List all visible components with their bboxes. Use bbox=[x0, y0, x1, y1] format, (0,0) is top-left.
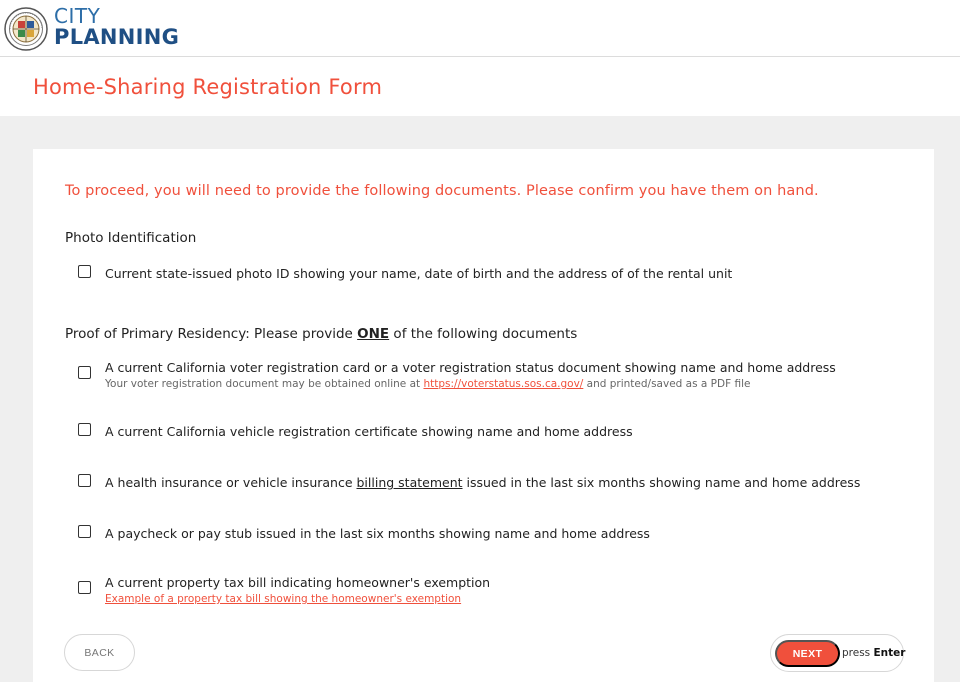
checkbox-photo-id[interactable] bbox=[78, 265, 733, 281]
item-label: A current California voter registration card or a voter registration status document showing name and home address bbox=[105, 360, 836, 375]
checkbox[interactable] bbox=[78, 581, 91, 594]
billing-statement-link[interactable]: billing statement bbox=[356, 475, 463, 490]
header-divider bbox=[0, 56, 960, 57]
checkbox[interactable] bbox=[78, 265, 91, 278]
photo-id-heading: Photo Identification bbox=[65, 230, 197, 246]
city-planning-logo[interactable] bbox=[0, 0, 180, 55]
intro-text: To proceed, you will need to provide the following documents. Please confirm you have them on hand. bbox=[65, 183, 819, 199]
item-subtext bbox=[105, 593, 490, 605]
label-prefix: A health insurance or vehicle insurance bbox=[105, 475, 357, 490]
checkbox-vehicle-registration[interactable] bbox=[78, 423, 633, 439]
form-card bbox=[33, 149, 934, 682]
checkbox-pay-stub[interactable] bbox=[78, 525, 650, 541]
checkbox-voter-registration[interactable] bbox=[78, 360, 836, 390]
subtext-suffix: and printed/saved as a PDF file bbox=[583, 378, 751, 390]
residency-heading-emphasis: ONE bbox=[357, 326, 390, 342]
press-text: press bbox=[842, 647, 871, 659]
item-subtext bbox=[105, 378, 836, 390]
top-header bbox=[0, 0, 960, 116]
item-label bbox=[105, 475, 860, 490]
checkbox[interactable] bbox=[78, 423, 91, 436]
item-label: Current state-issued photo ID showing your name, date of birth and the address of of the rental unit bbox=[105, 266, 733, 281]
residency-heading-suffix: of the following documents bbox=[389, 326, 578, 342]
property-tax-example-link[interactable]: Example of a property tax bill showing the homeowner's exemption bbox=[105, 593, 462, 605]
checkbox-insurance-statement[interactable] bbox=[78, 474, 861, 490]
back-button[interactable]: BACK bbox=[64, 634, 135, 671]
logo-city-text: CITY bbox=[54, 4, 101, 28]
checkbox[interactable] bbox=[78, 525, 91, 538]
subtext-prefix: Your voter registration document may be obtained online at bbox=[105, 378, 424, 390]
checkbox[interactable] bbox=[78, 366, 91, 379]
enter-key-label: Enter bbox=[873, 647, 906, 659]
next-button-group bbox=[770, 634, 904, 672]
press-enter-hint bbox=[842, 647, 905, 659]
page-title: Home-Sharing Registration Form bbox=[33, 75, 383, 99]
item-label: A paycheck or pay stub issued in the last six months showing name and home address bbox=[105, 526, 650, 541]
city-seal-icon bbox=[4, 7, 48, 51]
logo-planning-text: PLANNING bbox=[54, 25, 180, 49]
residency-heading-prefix: Proof of Primary Residency: Please provide bbox=[65, 326, 358, 342]
item-label: A current California vehicle registration certificate showing name and home address bbox=[105, 424, 633, 439]
item-label: A current property tax bill indicating homeowner's exemption bbox=[105, 575, 491, 590]
label-suffix: issued in the last six months showing name and home address bbox=[462, 475, 861, 490]
checkbox[interactable] bbox=[78, 474, 91, 487]
checkbox-property-tax-bill[interactable] bbox=[78, 575, 491, 605]
next-button[interactable]: NEXT bbox=[775, 640, 840, 667]
residency-heading bbox=[65, 326, 577, 342]
voter-status-link[interactable]: https://voterstatus.sos.ca.gov/ bbox=[423, 378, 584, 390]
logo-wordmark bbox=[54, 6, 179, 48]
